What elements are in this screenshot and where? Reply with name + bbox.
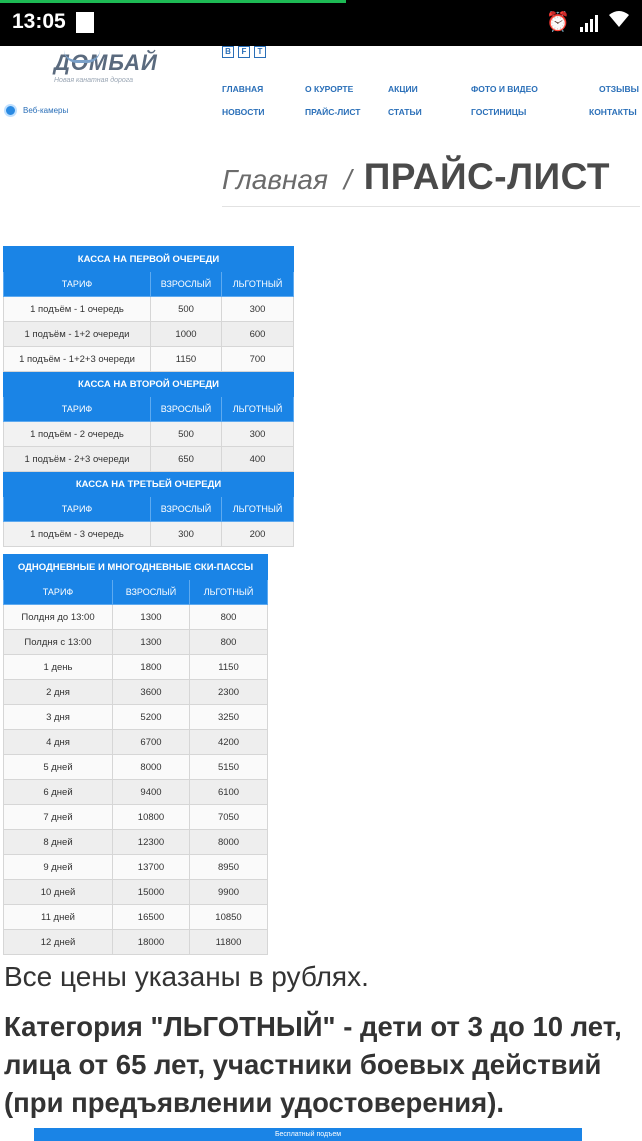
cell-reduced: 10850 (190, 905, 268, 930)
table-row (4, 322, 294, 347)
cell-reduced: 200 (222, 522, 294, 547)
cell-tariff: 2 дня (4, 680, 113, 705)
cell-adult: 650 (151, 447, 222, 472)
breadcrumb-divider (222, 206, 640, 207)
breadcrumb-separator: / (343, 164, 352, 195)
cell-tariff: 6 дней (4, 780, 113, 805)
cell-adult: 1000 (151, 322, 222, 347)
wifi-icon (608, 10, 630, 35)
social-links (222, 46, 266, 58)
notification-icon (76, 12, 94, 33)
cell-reduced: 11800 (190, 930, 268, 955)
webcams-link[interactable] (4, 104, 68, 117)
cell-adult: 18000 (113, 930, 190, 955)
cell-adult: 16500 (113, 905, 190, 930)
breadcrumb (222, 156, 610, 198)
logo-name: ДОМБАЙ (54, 50, 158, 75)
table-row (4, 905, 268, 930)
webcam-icon (4, 104, 17, 117)
cell-adult: 12300 (113, 830, 190, 855)
table-row (4, 297, 294, 322)
currency-note: Все цены указаны в рублях. (4, 961, 369, 992)
table-row (4, 705, 268, 730)
cell-reduced: 400 (222, 447, 294, 472)
cell-adult: 8000 (113, 755, 190, 780)
cell-reduced: 6100 (190, 780, 268, 805)
social-link-t[interactable]: T (254, 46, 266, 58)
cell-adult: 1300 (113, 630, 190, 655)
col-header-reduced: ЛЬГОТНЫЙ (222, 397, 294, 422)
cell-tariff: 1 день (4, 655, 113, 680)
col-header-adult: ВЗРОСЛЫЙ (113, 580, 190, 605)
col-header-tariff: ТАРИФ (4, 397, 151, 422)
cell-tariff: 1 подъём - 2 очередь (4, 422, 151, 447)
col-header-tariff: ТАРИФ (4, 497, 151, 522)
page-title: ПРАЙС-ЛИСТ (363, 156, 611, 197)
site-header (0, 46, 642, 126)
table-row (4, 522, 294, 547)
cell-tariff: 1 подъём - 1+2 очереди (4, 322, 151, 347)
cell-adult: 300 (151, 522, 222, 547)
skipass-price-table (3, 554, 268, 955)
section-title: ОДНОДНЕВНЫЕ И МНОГОДНЕВНЫЕ СКИ-ПАССЫ (4, 555, 268, 580)
cell-reduced: 8000 (190, 830, 268, 855)
cell-reduced: 5150 (190, 755, 268, 780)
nav-reviews[interactable]: ОТЗЫВЫ (599, 84, 639, 94)
table-row (4, 830, 268, 855)
table-row (4, 730, 268, 755)
queue-price-table (3, 246, 294, 547)
section-title: КАССА НА ПЕРВОЙ ОЧЕРЕДИ (4, 247, 294, 272)
cell-tariff: 1 подъём - 3 очередь (4, 522, 151, 547)
table-row (4, 755, 268, 780)
nav-articles[interactable]: СТАТЬИ (388, 107, 422, 117)
col-header-adult: ВЗРОСЛЫЙ (151, 272, 222, 297)
col-header-tariff: ТАРИФ (4, 272, 151, 297)
cell-adult: 1800 (113, 655, 190, 680)
cell-tariff: 1 подъём - 2+3 очереди (4, 447, 151, 472)
cell-adult: 1300 (113, 605, 190, 630)
section-title: КАССА НА ТРЕТЬЕЙ ОЧЕРЕДИ (4, 472, 294, 497)
col-header-tariff: ТАРИФ (4, 580, 113, 605)
site-logo[interactable] (54, 50, 158, 84)
cell-reduced: 3250 (190, 705, 268, 730)
cell-reduced: 800 (190, 630, 268, 655)
nav-news[interactable]: НОВОСТИ (222, 107, 265, 117)
cell-tariff: 8 дней (4, 830, 113, 855)
social-link-f[interactable]: F (238, 46, 250, 58)
breadcrumb-home[interactable]: Главная (222, 164, 328, 195)
page-load-progress (0, 0, 346, 3)
cell-reduced: 7050 (190, 805, 268, 830)
table-row (4, 880, 268, 905)
cell-adult: 5200 (113, 705, 190, 730)
signal-icon (580, 14, 598, 32)
alarm-icon: ⏰ (546, 11, 570, 33)
logo-tagline: Новая канатная дорога (54, 77, 134, 84)
cell-tariff: Полдня с 13:00 (4, 630, 113, 655)
status-bar (0, 0, 642, 46)
nav-price-list[interactable]: ПРАЙС-ЛИСТ (305, 107, 361, 117)
nav-photo-video[interactable]: ФОТО И ВИДЕО (471, 84, 538, 94)
nav-promos[interactable]: АКЦИИ (388, 84, 418, 94)
cell-reduced: 9900 (190, 880, 268, 905)
reduced-category-note: Категория "ЛЬГОТНЫЙ" - дети от 3 до 10 лет, лица от 65 лет, участники боевых действий (при предъявлении удостоверения). (4, 1011, 622, 1118)
table-row (4, 605, 268, 630)
cell-reduced: 800 (190, 605, 268, 630)
cell-reduced: 1150 (190, 655, 268, 680)
table-row (4, 930, 268, 955)
section-title: КАССА НА ВТОРОЙ ОЧЕРЕДИ (4, 372, 294, 397)
cell-adult: 6700 (113, 730, 190, 755)
cell-reduced: 700 (222, 347, 294, 372)
cell-tariff: 3 дня (4, 705, 113, 730)
webcams-label: Веб-камеры (23, 106, 69, 115)
cell-tariff: 4 дня (4, 730, 113, 755)
col-header-reduced: ЛЬГОТНЫЙ (222, 272, 294, 297)
cell-reduced: 300 (222, 297, 294, 322)
cell-adult: 13700 (113, 855, 190, 880)
table-row (4, 855, 268, 880)
cell-reduced: 600 (222, 322, 294, 347)
table-row (4, 655, 268, 680)
table-row (4, 347, 294, 372)
nav-about[interactable]: О КУРОРТЕ (305, 84, 354, 94)
cell-adult: 500 (151, 297, 222, 322)
cell-tariff: 1 подъём - 1 очередь (4, 297, 151, 322)
col-header-reduced: ЛЬГОТНЫЙ (222, 497, 294, 522)
cell-tariff: 7 дней (4, 805, 113, 830)
cell-adult: 15000 (113, 880, 190, 905)
cell-tariff: 11 дней (4, 905, 113, 930)
cell-adult: 500 (151, 422, 222, 447)
cell-reduced: 2300 (190, 680, 268, 705)
table-row (4, 630, 268, 655)
cell-adult: 10800 (113, 805, 190, 830)
table-row (4, 780, 268, 805)
nav-home[interactable]: ГЛАВНАЯ (222, 84, 264, 94)
cell-tariff: 9 дней (4, 855, 113, 880)
cell-tariff: 10 дней (4, 880, 113, 905)
table-row (4, 805, 268, 830)
table-row (4, 680, 268, 705)
table-row (4, 447, 294, 472)
cell-adult: 9400 (113, 780, 190, 805)
table-row (4, 422, 294, 447)
col-header-adult: ВЗРОСЛЫЙ (151, 497, 222, 522)
social-link-b[interactable]: B (222, 46, 234, 58)
cell-tariff: 1 подъём - 1+2+3 очереди (4, 347, 151, 372)
col-header-reduced: ЛЬГОТНЫЙ (190, 580, 268, 605)
cell-tariff: 12 дней (4, 930, 113, 955)
nav-hotels[interactable]: ГОСТИНИЦЫ (471, 107, 527, 117)
cell-adult: 3600 (113, 680, 190, 705)
cell-tariff: 5 дней (4, 755, 113, 780)
cell-reduced: 8950 (190, 855, 268, 880)
col-header-adult: ВЗРОСЛЫЙ (151, 397, 222, 422)
status-time: 13:05 (12, 10, 66, 33)
cell-reduced: 300 (222, 422, 294, 447)
cell-reduced: 4200 (190, 730, 268, 755)
cell-tariff: Полдня до 13:00 (4, 605, 113, 630)
nav-contacts[interactable]: КОНТАКТЫ (589, 107, 637, 117)
cell-adult: 1150 (151, 347, 222, 372)
free-lift-table-header: Бесплатный подъем (34, 1128, 582, 1141)
